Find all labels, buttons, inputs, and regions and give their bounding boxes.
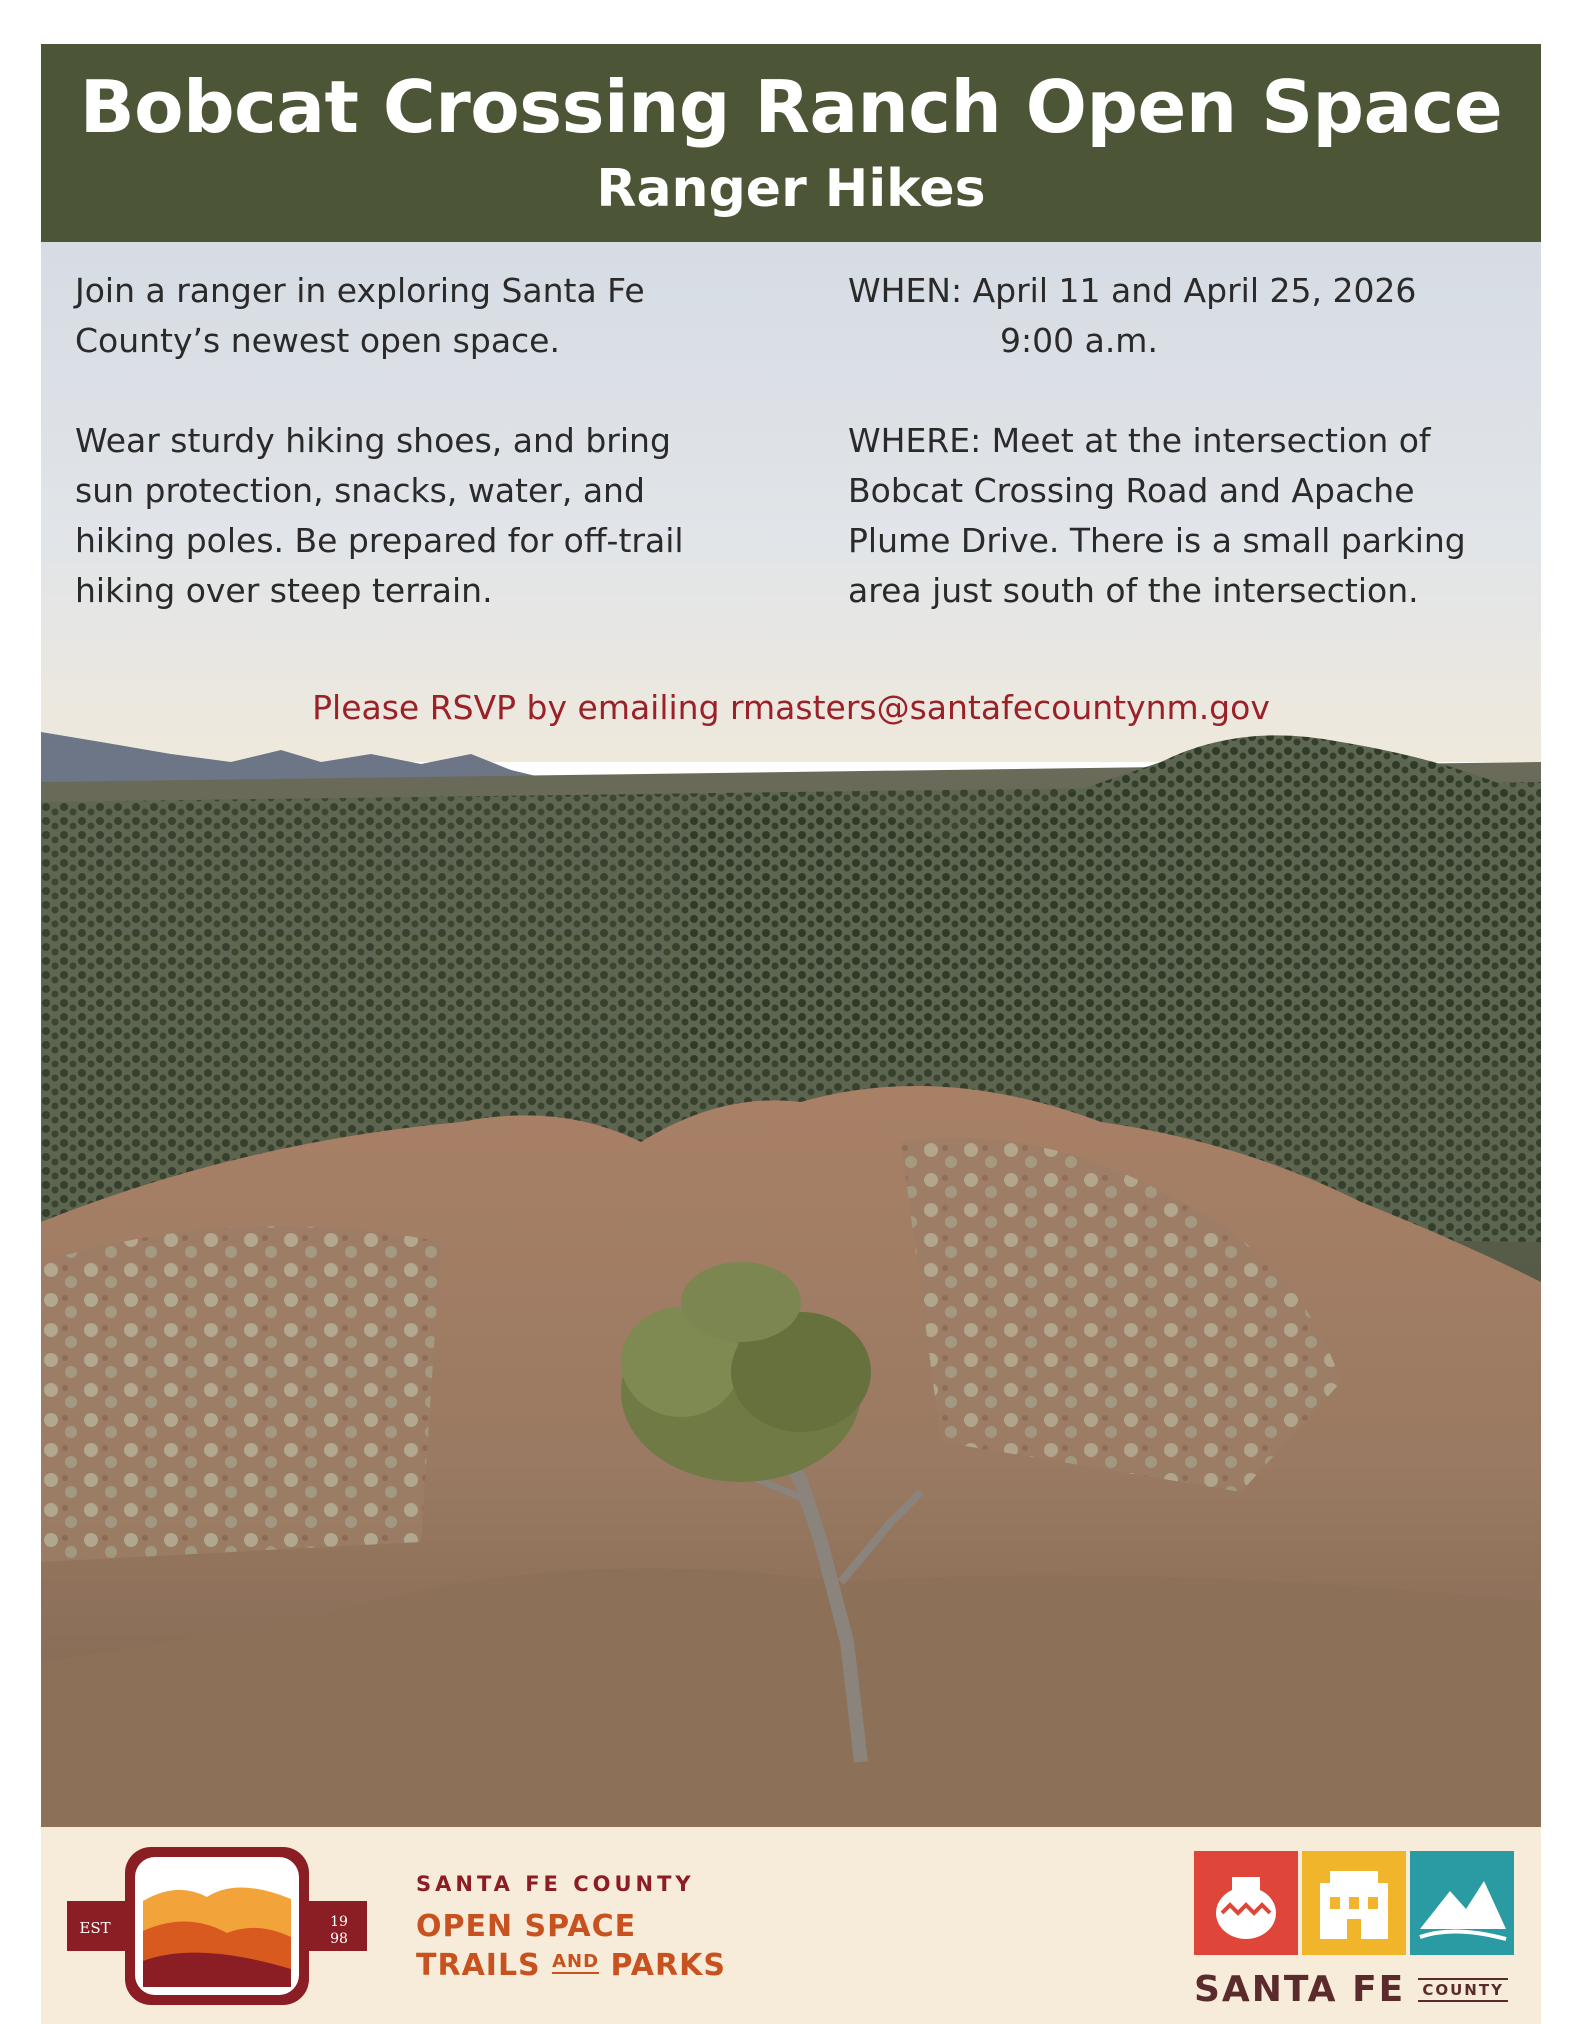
where-text: Plume Drive. There is a small parking <box>848 521 1466 560</box>
brand-county: SANTA FE COUNTY <box>416 1872 695 1896</box>
gear-text: hiking poles. Be prepared for off-trail <box>75 521 684 560</box>
title-banner <box>41 44 1541 242</box>
rsvp-text: Please RSVP by emailing rmasters@santafecountynm.gov <box>312 688 1270 727</box>
brand-trails-parks <box>416 1948 726 1983</box>
county-wordmark-small: COUNTY <box>1418 1978 1508 2002</box>
intro-column <box>75 266 795 616</box>
gear-text: Wear sturdy hiking shoes, and bring <box>75 421 671 460</box>
crest-year-top: 19 <box>330 1914 348 1930</box>
where-text: WHERE: Meet at the intersection of <box>848 421 1431 460</box>
brand-parks: PARKS <box>610 1948 726 1983</box>
footer <box>41 1827 1541 2024</box>
brand-and: AND <box>552 1951 600 1972</box>
brand-open-space: OPEN SPACE <box>416 1909 637 1944</box>
when-text: WHEN: April 11 and April 25, 2026 <box>848 271 1417 310</box>
county-wordmark-big: SANTA FE <box>1194 1969 1406 2010</box>
county-logo-tiles <box>1194 1851 1514 1961</box>
brand-trails: TRAILS <box>416 1948 541 1983</box>
where-text: area just south of the intersection. <box>848 571 1419 610</box>
page-subtitle: Ranger Hikes <box>596 159 986 219</box>
gear-text: hiking over steep terrain. <box>75 571 493 610</box>
flyer <box>41 44 1541 2024</box>
intro-text: Join a ranger in exploring Santa Fe <box>75 271 645 310</box>
crest-est: EST <box>79 1919 111 1937</box>
gear-text: sun protection, snacks, water, and <box>75 471 645 510</box>
open-space-crest-logo <box>67 1841 367 2011</box>
crest-year-bottom: 98 <box>330 1931 348 1947</box>
building-icon <box>1302 1851 1406 1955</box>
county-wordmark <box>1194 1969 1514 2010</box>
mountain-icon <box>1410 1851 1514 1955</box>
when-time: 9:00 a.m. <box>1000 321 1158 360</box>
intro-text: County’s newest open space. <box>75 321 560 360</box>
pottery-icon <box>1194 1851 1298 1955</box>
details-column <box>848 266 1528 616</box>
page-title: Bobcat Crossing Ranch Open Space <box>79 65 1503 149</box>
where-text: Bobcat Crossing Road and Apache <box>848 471 1415 510</box>
